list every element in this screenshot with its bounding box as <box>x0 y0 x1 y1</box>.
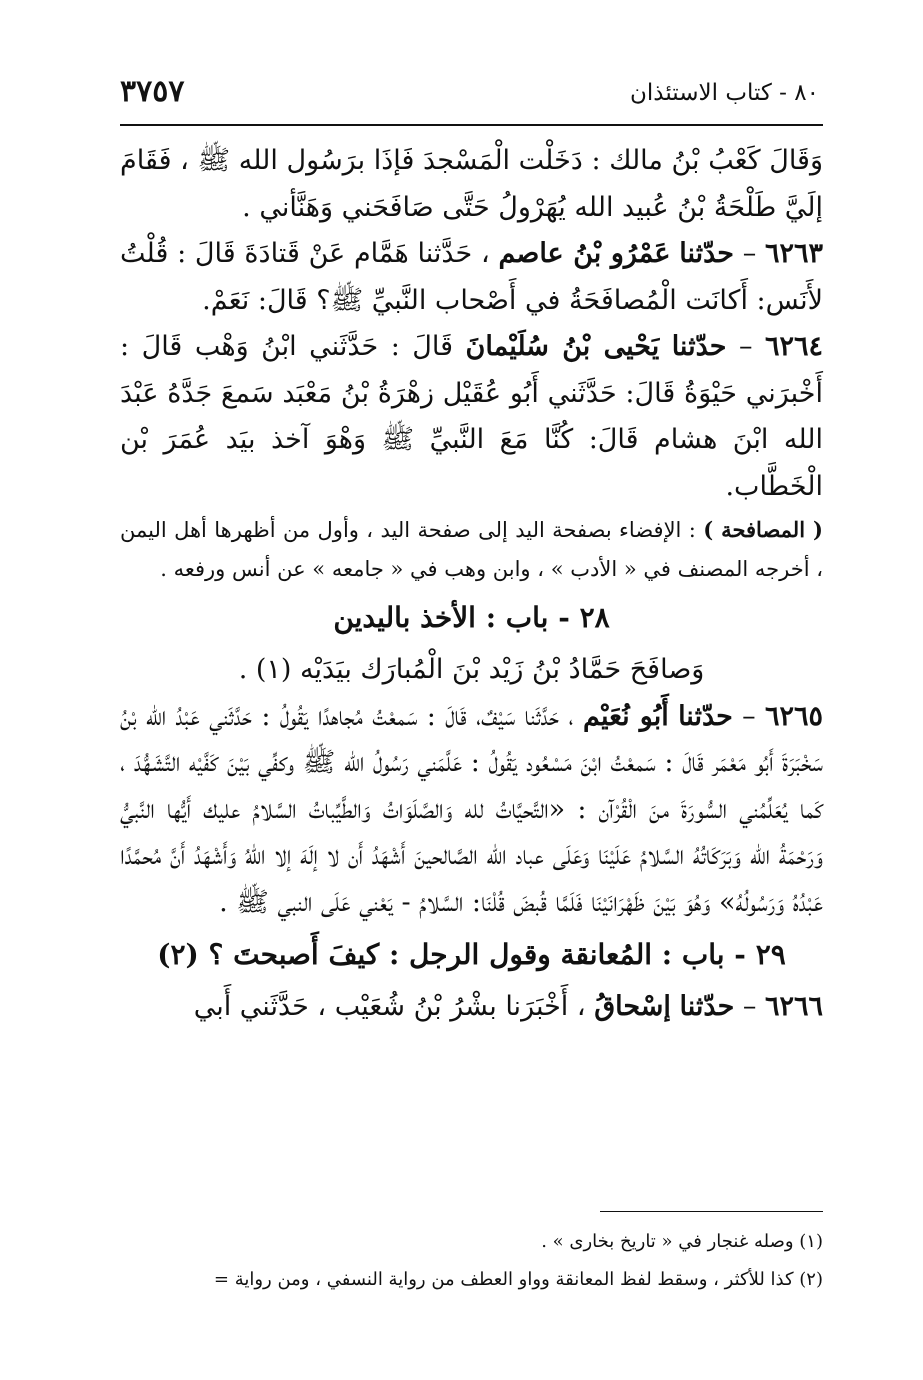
hadith-text: ، أَخْبَرَنا بشْرُ بْنُ شُعَيْب ، حَدَّثَني أَبي <box>193 991 586 1022</box>
hadith-6266 <box>120 984 823 1031</box>
paragraph-kab-ibn-malik: وَقَالَ كَعْبُ بْنُ مالك : دَخَلْت الْمَسْجدَ فَإذَا برَسُول الله ﷺ ، فَقَامَ إلَيَّ طَلْحَةُ بْنُ عُبيد الله يُهَرْولُ حَتَّى صَافَحَني وَهَنَّأني . <box>120 145 823 223</box>
hadith-text: ، حَدَّثنا هَمَّام عَنْ قَتادَةَ قَالَ : قُلْتُ لأَنَس: أَكانَت الْمُصافَحَةُ في أَصْحاب النَّبيِّ ﷺ؟ قَالَ: نَعَمْ. <box>120 238 823 316</box>
hadith-number: ٦٢٦٥ <box>765 700 824 732</box>
header-divider <box>120 124 823 126</box>
main-text <box>120 138 823 1031</box>
hadith-6264 <box>120 324 823 510</box>
dash: – <box>742 238 757 269</box>
hadith-6265 <box>120 694 823 927</box>
chapter-heading-28: ٢٨ - باب : الأخذ باليدين <box>333 601 610 634</box>
commentary-note <box>120 510 823 589</box>
hadith-text: قَالَ : حَدَّثَني ابْنُ وَهْب قَالَ : أَخْبرَني حَيْوَةُ قَالَ: حَدَّثَني أَبُو عُقَيْل زهْرَةُ بْنُ مَعْبَد سَمعَ جَدَّهُ عَبْدَ الله ابْنَ هشام قَالَ: كُنَّا مَعَ النَّبيِّ ﷺ وَهْوَ آخذ بيَد عُمَرَ بْن الْخَطَّاب. <box>120 331 823 502</box>
chapter-heading-29: ٢٩ - باب : المُعانقة وقول الرجل : كيفَ أَصبحتَ ؟ (٢) <box>157 938 786 971</box>
footnote-divider <box>600 1211 823 1212</box>
page-number: ٣٧٥٧ <box>120 74 185 109</box>
chapter-28-intro: وَصافَحَ حَمَّادُ بْنُ زَيْد بْنَ الْمُبارَك بيَدَيْه (١) . <box>238 654 705 685</box>
hadith-narrator: إسْحاقُ <box>594 991 671 1022</box>
hadith-number: ٦٢٦٤ <box>764 331 823 362</box>
dash: – <box>742 991 757 1022</box>
footnote-1: (١) وصله غنجار في « تاريخ بخارى » . <box>541 1231 823 1252</box>
footnote-2: (٢) كذا للأكثر ، وسقط لفظ المعانقة وواو العطف من رواية النسفي ، ومن رواية = <box>213 1269 823 1290</box>
dash: – <box>738 331 753 362</box>
hadith-narrator: عَمْرُو بْنُ عاصم <box>498 238 671 269</box>
commentary-term: ( المصافحة ) <box>703 517 823 542</box>
footnotes <box>120 1223 823 1299</box>
chapter-title: ٨٠ - كتاب الاستئذان <box>630 80 819 106</box>
hadith-number: ٦٢٦٦ <box>764 991 823 1022</box>
hadith-label: حدّثنا <box>679 991 735 1022</box>
hadith-6263 <box>120 231 823 324</box>
hadith-label: حدّثنا <box>678 700 733 732</box>
hadith-narrator: أَبُو نُعَيْم <box>582 700 669 732</box>
hadith-narrator: يَحْيى بْنُ سُلَيْمانَ <box>465 331 660 362</box>
hadith-label: حدّثنا <box>671 331 727 362</box>
hadith-label: حدّثنا <box>679 238 734 269</box>
hadith-number: ٦٢٦٣ <box>764 238 823 269</box>
commentary-text: : الإفضاء بصفحة اليد إلى صفحة اليد ، وأول من أظهرها أهل اليمن ، أخرجه المصنف في « الأدب » ، وابن وهب في « جامعه » عن أنس ورفعه . <box>120 518 823 581</box>
dash: – <box>742 700 756 732</box>
hadith-text: ، حَدَّثَنا سَيْفٌ، قَالَ : سَمعْتُ مُجاهدًا يَقُولُ : حَدَّثَني عَبْدُ الله بْنُ سَخْبَرَةَ أَبُو مَعْمَر قَالَ : سَمعْتُ ابْنَ مَسْعُود يَقُولُ : عَلَّمَني رَسُولُ الله ﷺ وكفِّي بَيْنَ كَفَّيْه التَّشَهُّدَ ، كَما يُعَلِّمُني السُّورَةَ منَ الْقُرْآن : «التَّحيَّاتُ لله وَالصَّلَوَاتُ وَالطَّيِّباتُ السَّلامُ عليك أَيُّها النَّبيُّ وَرَحْمَةُ الله وَبَرَكَاتُهُ السَّلامُ عَلَيْنَا وَعَلَى عباد الله الصَّالحينَ أَشْهَدُ أَن لا إلَهَ إلا اللهُ وَأَشْهَدُ أَنَّ مُحمَّدًا عَبْدُهُ وَرَسُولُهُ» وَهُوَ بَيْنَ ظَهْرَانَيْنَا فَلَمَّا قُبضَ قُلْنَا: السَّلامُ - يَعْني عَلَى النبي ﷺ . <box>120 700 823 918</box>
